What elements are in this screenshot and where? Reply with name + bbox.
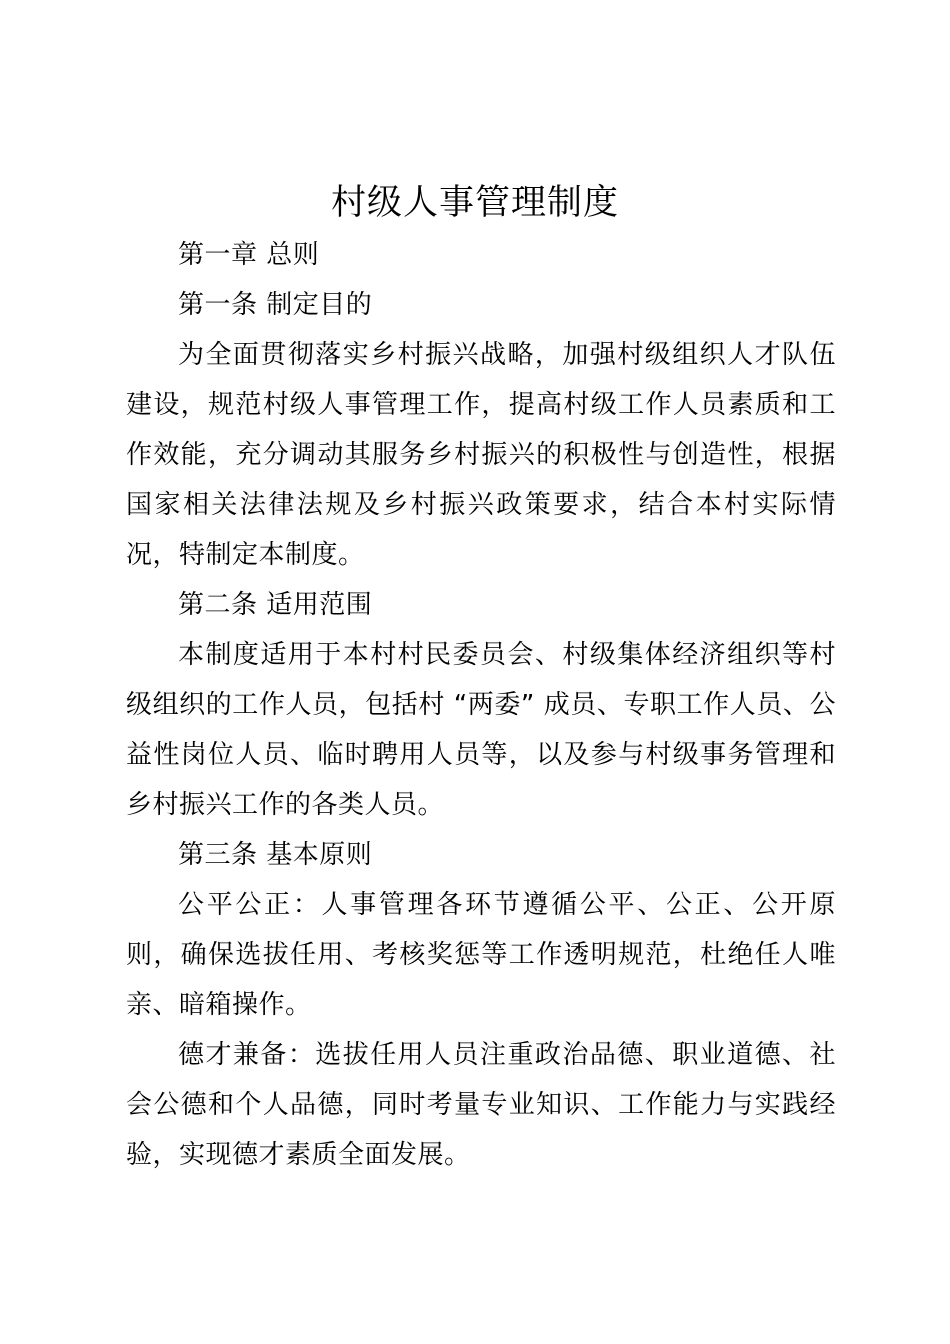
article-1-heading: 第一条 制定目的	[178, 290, 373, 320]
principle-fairness-text: 公平公正：人事管理各环节遵循公平、公正、公开原则，确保选拔任用、考核奖惩等工作透明规范，杜绝任人唯亲、暗箱操作。	[126, 890, 836, 1020]
article-3-heading: 第三条 基本原则	[178, 840, 373, 870]
document-body	[126, 230, 836, 1180]
article-2-heading: 第二条 适用范围	[178, 590, 373, 620]
chapter-heading: 第一章 总则	[178, 240, 320, 270]
principle-virtue-text: 德才兼备：选拔任用人员注重政治品德、职业道德、社会公德和个人品德，同时考量专业知识、工作能力与实践经验，实现德才素质全面发展。	[126, 1040, 836, 1170]
article-1-text: 为全面贯彻落实乡村振兴战略，加强村级组织人才队伍建设，规范村级人事管理工作，提高村级工作人员素质和工作效能，充分调动其服务乡村振兴的积极性与创造性，根据国家相关法律法规及乡村振兴政策要求，结合本村实际情况，特制定本制度。	[126, 340, 836, 570]
article-2-text: 本制度适用于本村村民委员会、村级集体经济组织等村级组织的工作人员，包括村 “两委” 成员、专职工作人员、公益性岗位人员、临时聘用人员等，以及参与村级事务管理和乡村振兴工作的各类人员。	[126, 640, 836, 820]
document-title: 村级人事管理制度	[330, 183, 619, 223]
